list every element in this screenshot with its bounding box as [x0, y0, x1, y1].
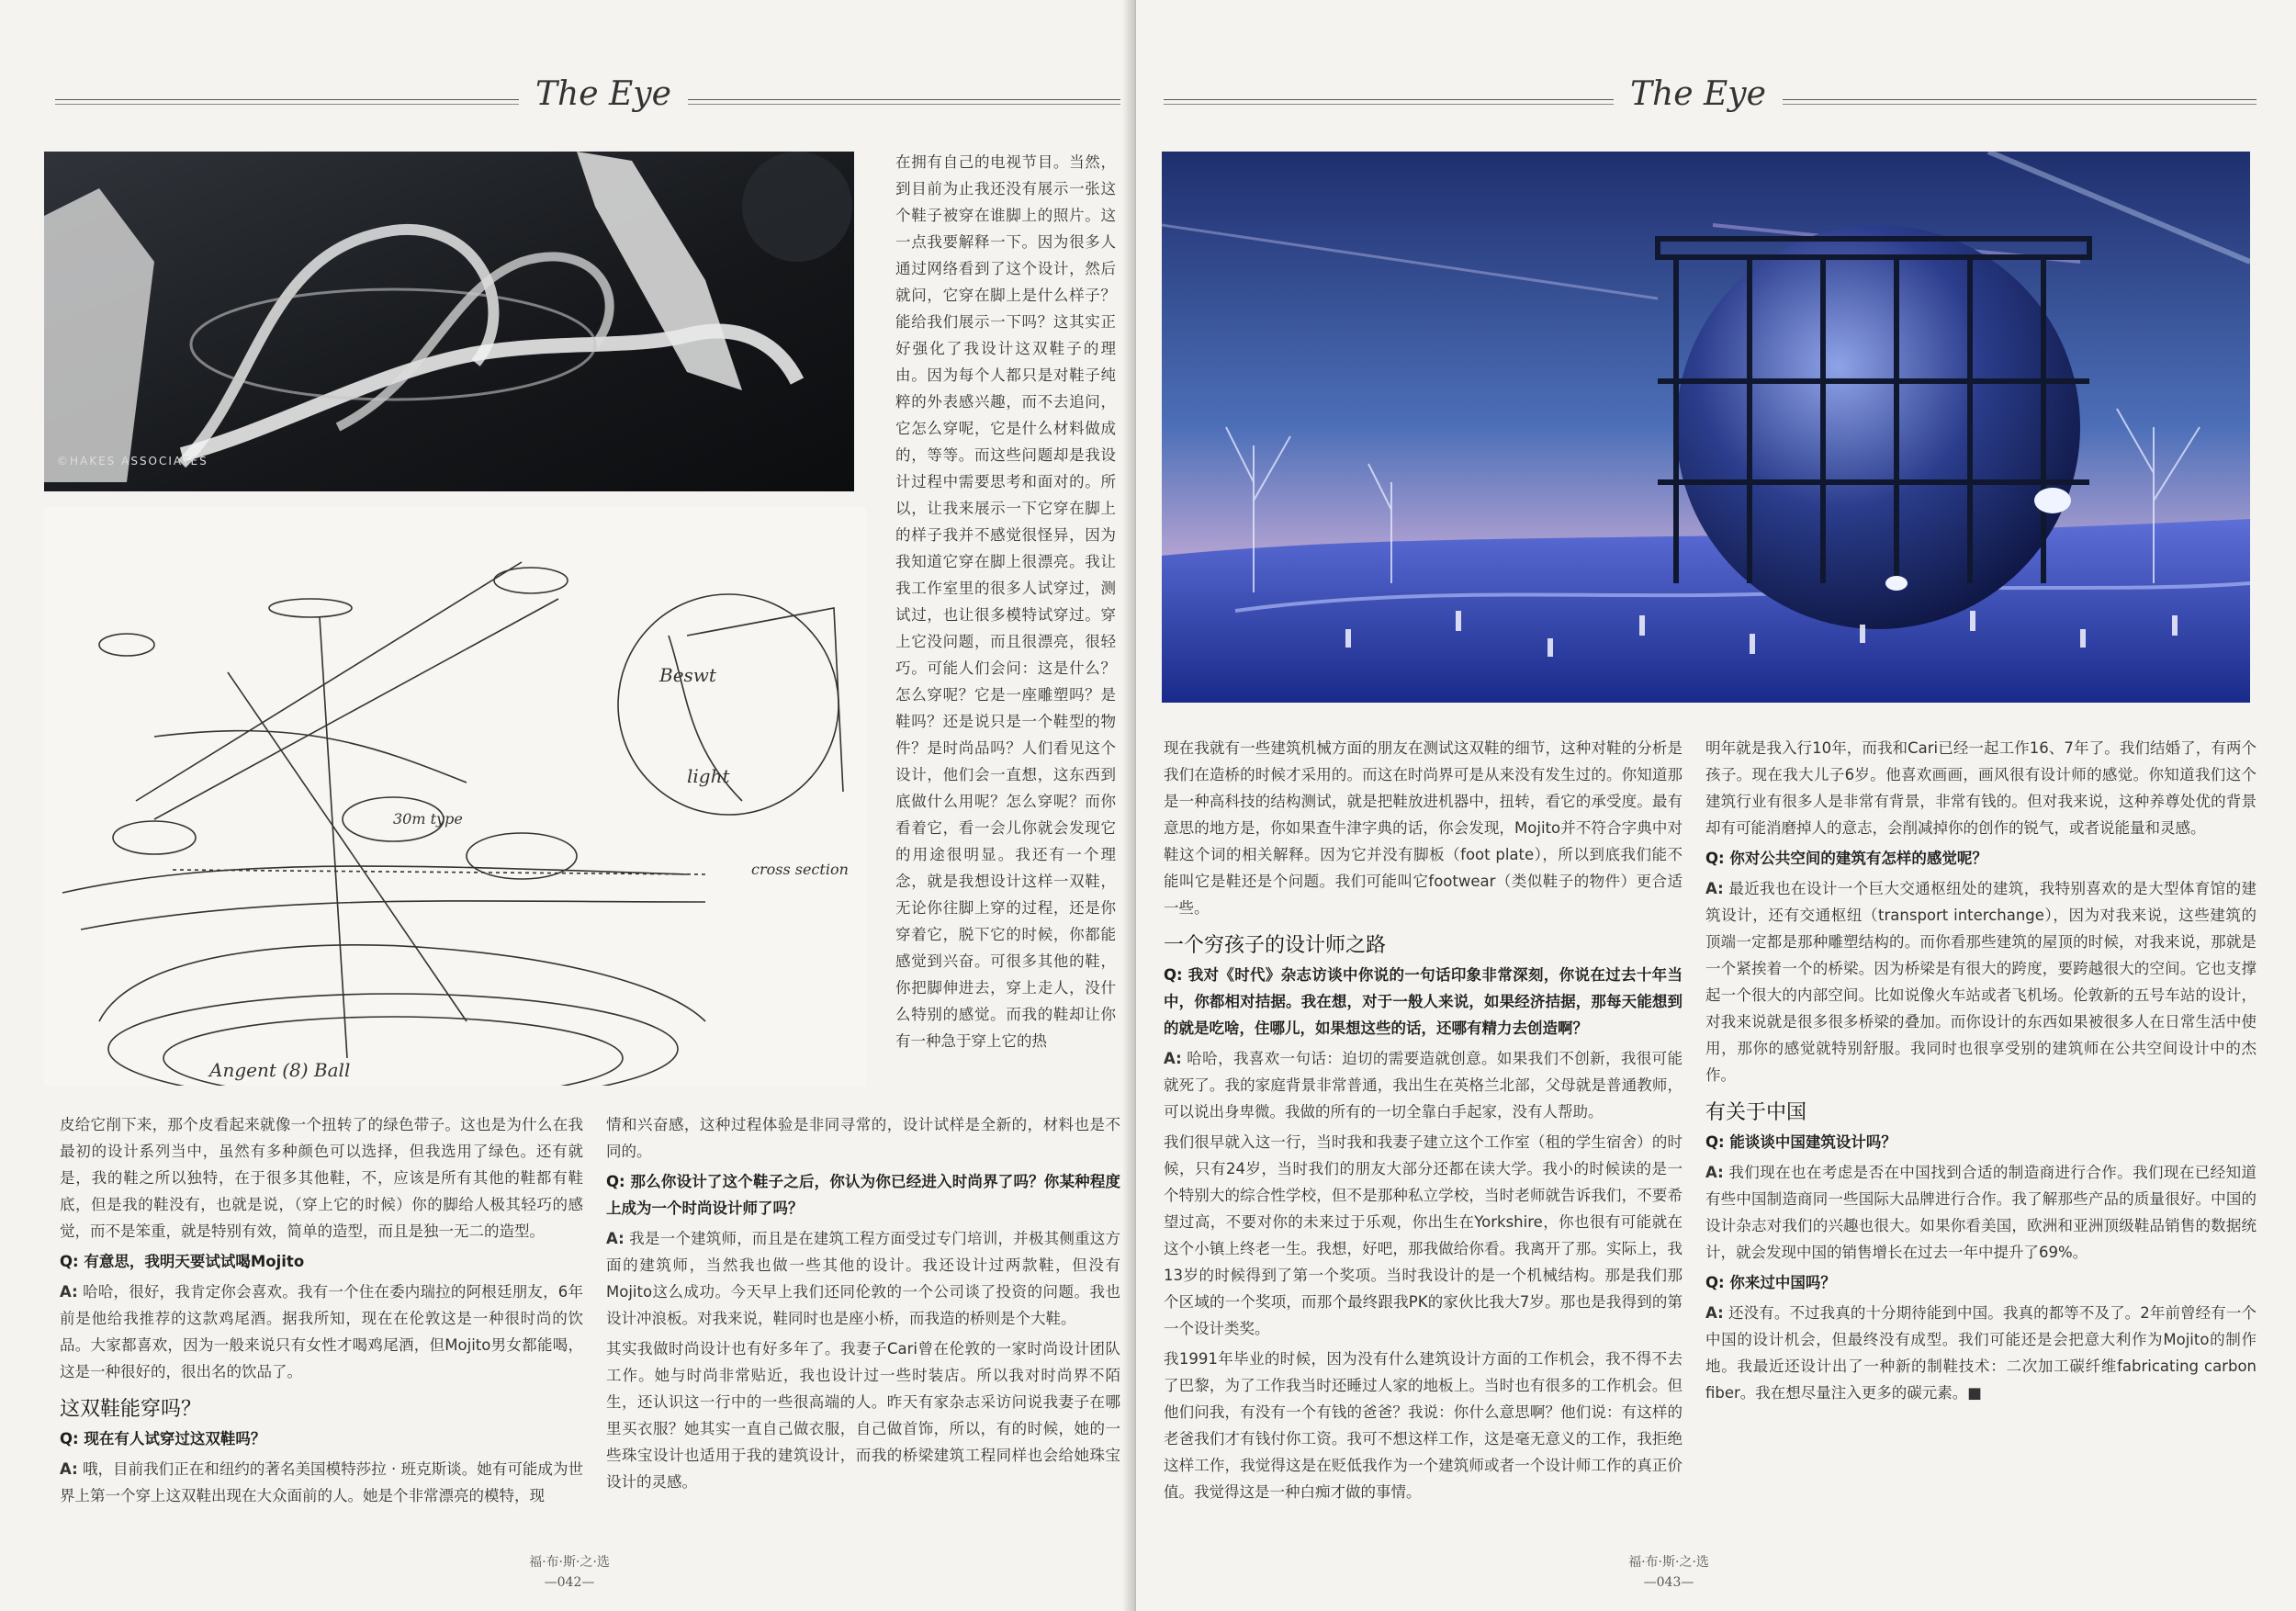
footer-brand: 福·布·斯·之·选: [1628, 1555, 1709, 1570]
bridge-model-photo: [44, 152, 854, 491]
left-page: [0, 0, 1132, 1611]
answer-text: 我是一个建筑师，而且是在建筑工程方面受过专门培训，并极其侧重这方面的建筑师，当然我也做一些其他的设计。我还设计过两款鞋，但没有Mojito这么成功。今天早上我们还同伦敦的一个公司谈了投资的问题。我也设计冲浪板。对我来说，鞋同时也是座小桥，而我造的桥则是个大鞋。: [606, 1230, 1120, 1327]
answer-text: 还没有。不过我真的十分期待能到中国。我真的都等不及了。2年前曾经有一个中国的设计机会，但最终没有成型。我们可能还是会把意大利作为Mojito的制作地。我最近还设计出了一种新的制鞋技术：二次加工碳纤维fabricating carbon fiber。我在想尽量注入更多的碳元素。■: [1705, 1304, 2257, 1402]
paragraph: 现在我就有一些建筑机械方面的朋友在测试这双鞋的细节，这种对鞋的分析是我们在造桥的时候才采用的。而这在时尚界可是从来没有发生过的。你知道那是一种高科技的结构测试，就是把鞋放进机器中，扭转，看它的承受度。最有意思的地方是，你如果查牛津字典的话，你会发现，Mojito并不符合字典中对鞋这个词的相关解释。因为它并没有脚板（foot plate），所以到底我们能不能叫它是鞋还是个问题。我们可能叫它footwear（类似鞋子的物件）更合适一些。: [1164, 739, 1683, 917]
interview-answer: [60, 1279, 583, 1385]
answer-label: A:: [1705, 880, 1724, 897]
answer-text: 哈哈，我喜欢一句话：迫切的需要造就创意。如果我们不创新，我很可能就死了。我的家庭背景非常普通，我出生在英格兰北部，父母就是普通教师，可以说出身卑微。我做的所有的一切全靠白手起家，没有人帮助。: [1164, 1050, 1683, 1121]
interview-answer: [1705, 875, 2257, 1088]
article-text-column: [606, 1111, 1120, 1499]
interview-question: Q: 我对《时代》杂志访谈中你说的一句话印象非常深刻，你说在过去十年当中，你都相对拮据。我在想，对于一般人来说，如果经济拮据，那每天能想到的就是吃啥，住哪儿，如果想这些的话，还哪有精力去创造啊？: [1164, 966, 1683, 1037]
interview-answer: [1705, 1300, 2257, 1406]
interview-question: Q: 你来过中国吗？: [1705, 1274, 1836, 1291]
interview-answer: [606, 1225, 1120, 1332]
svg-text:30m type: 30m type: [393, 810, 463, 828]
interview-answer: [1164, 1045, 1683, 1125]
footer-brand: 福·布·斯·之·选: [529, 1555, 610, 1570]
interview-question: Q: 那么你设计了这个鞋子之后，你认为你已经进入时尚界了吗？你某种程度上成为一个时尚设计师了吗？: [606, 1173, 1120, 1217]
section-heading: 这双鞋能穿吗？: [60, 1398, 202, 1421]
answer-label: A:: [1164, 1050, 1182, 1067]
answer-text: 最近我也在设计一个巨大交通枢纽处的建筑，我特别喜欢的是大型体育馆的建筑设计，还有交通枢纽（transport interchange），因为对我来说，这些建筑的顶端一定都是那种雕塑结构的。而你看那些建筑的屋顶的时候，对我来说，那就是一个紧挨着一个的桥梁。因为桥梁是有很大的跨度，要跨越很大的空间。它也支撑起一个很大的内部空间。比如说像火车站或者飞机场。伦敦新的五号车站的设计，对我来说就是很多很多桥梁的叠加。而你设计的东西如果被很多人在日常生活中使用，那你的感觉就特别舒服。我同时也很享受别的建筑师在公共空间设计中的杰作。: [1705, 880, 2257, 1084]
svg-text:cross section: cross section: [751, 861, 849, 878]
paragraph: 明年就是我入行10年，而我和Cari已经一起工作16、7年了。我们结婚了，有两个孩子。现在我大儿子6岁。他喜欢画画，画风很有设计师的感觉。你知道我们这个建筑行业有很多人是非常有背景，非常有钱的。但对我来说，这种养尊处优的背景却有可能消磨掉人的意志，会削减掉你的创作的锐气，或者说能量和灵感。: [1705, 739, 2257, 837]
answer-label: A:: [1705, 1304, 1724, 1322]
section-heading: 一个穷孩子的设计师之路: [1164, 934, 1387, 957]
answer-label: A:: [1705, 1164, 1724, 1181]
svg-text:Beswt: Beswt: [659, 664, 716, 686]
paragraph: 其实我做时尚设计也有好多年了。我妻子Cari曾在伦敦的一家时尚设计团队工作。她与时尚非常贴近，我也设计过一些时装店。所以我对时尚界不陌生，还认识这一行中的一些很高端的人。昨天有家杂志采访问说我妻子在哪里买衣服？她其实一直自己做衣服，自己做首饰，所以，有的时候，她的一些珠宝设计也适用于我的建筑设计，而我的桥梁建筑工程同样也会给她珠宝设计的灵感。: [606, 1340, 1120, 1491]
gasholder-sphere-photo: [1162, 152, 2250, 703]
right-page: [1136, 0, 2296, 1611]
bridge-sketch: [44, 507, 866, 1086]
paragraph: 皮给它削下来，那个皮看起来就像一个扭转了的绿色带子。这也是为什么在我最初的设计系列当中，虽然有多种颜色可以选择，但我选用了绿色。还有就是，我的鞋之所以独特，在于很多其他鞋，不，应该是所有其他的鞋都有鞋底，但是我的鞋没有，也就是说，（穿上它的时候）你的脚给人极其轻巧的感觉，而不是笨重，就是特别有效，简单的造型，而且是独一无二的造型。: [60, 1116, 583, 1240]
paragraph: 我1991年毕业的时候，因为没有什么建筑设计方面的工作机会，我不得不去了巴黎，为了工作我当时还睡过人家的地板上。当时也有很多的工作机会。但他们问我，有没有一个有钱的爸爸？我说：你什么意思啊？他们说：有这样的老爸我们才有钱付你工资。我可不想这样工作，这是毫无意义的工作，我拒绝这样工作，我觉得这是在贬低我作为一个建筑师或者一个设计师工作的真正价值。我觉得这是一种白痴才做的事情。: [1164, 1350, 1683, 1501]
answer-label: A:: [60, 1460, 78, 1478]
interview-answer: [60, 1456, 583, 1509]
answer-text: 哦，目前我们正在和纽约的著名美国模特莎拉 · 班克斯谈。她有可能成为世界上第一个穿上这双鞋出现在大众面前的人。她是个非常漂亮的模特，现: [60, 1460, 583, 1504]
interview-question: Q: 有意思，我明天要试试喝Mojito: [60, 1253, 305, 1270]
article-text-column: [1705, 735, 2257, 1410]
answer-text: 我们现在也在考虑是否在中国找到合适的制造商进行合作。我们现在已经知道有些中国制造商同一些国际大品牌进行合作。我了解那些产品的质量很好。中国的设计杂志对我们的兴趣也很大。如果你看美国，欧洲和亚洲顶级鞋品销售的数据统计，就会发现中国的销售增长在过去一年中提升了69%。: [1705, 1164, 2257, 1261]
page-footer: [478, 1552, 661, 1593]
paragraph: 我们很早就入这一行，当时我和我妻子建立这个工作室（租的学生宿舍）的时候，只有24岁，当时我们的朋友大部分还都在读大学。我小的时候读的是一个特别大的综合性学校，但不是那种私立学校，当时老师就告诉我们，不要希望过高，不要对你的未来过于乐观，你出生在Yorkshire，你也很有可能就在这个小镇上终老一生。我想，好吧，那我做给你看。我离开了那。实际上，我13岁的时候得到了第一个奖项。当时我设计的是一个机械结构。那是我们那个区域的一个奖项，而那个最终跟我PK的家伙比我大7岁。那也是我得到的第一个设计类奖。: [1164, 1133, 1683, 1337]
page-footer: [1577, 1552, 1761, 1593]
svg-text:Angent (8) Ball: Angent (8) Ball: [209, 1059, 351, 1081]
interview-question: Q: 现在有人试穿过这双鞋吗？: [60, 1430, 266, 1448]
answer-label: A:: [60, 1283, 78, 1301]
header-logo: The Eye: [519, 75, 688, 113]
answer-label: A:: [606, 1230, 625, 1247]
paragraph: 情和兴奋感，这种过程体验是非同寻常的，设计试样是全新的，材料也是不同的。: [606, 1116, 1120, 1160]
section-heading: 有关于中国: [1705, 1101, 1807, 1124]
interview-answer: [1705, 1159, 2257, 1266]
interview-question: Q: 你对公共空间的建筑有怎样的感觉呢？: [1705, 850, 1987, 867]
page-number: —043—: [1643, 1575, 1694, 1590]
article-text-column: 在拥有自己的电视节目。当然，到目前为止我还没有展示一张这个鞋子被穿在谁脚上的照片。这一点我要解释一下。因为很多人通过网络看到了这个设计，然后就问，它穿在脚上是什么样子？能给我们展示一下吗？这其实正好强化了我设计这双鞋子的理由。因为每个人都只是对鞋子纯粹的外表感兴趣，而不去追问，它怎么穿呢，它是什么材料做成的，等等。而这些问题却是我设计过程中需要思考和面对的。所以，让我来展示一下它穿在脚上的样子我并不感觉很怪异，因为我知道它穿在脚上很漂亮。我让我工作室里的很多人试穿过，测试过，也让很多模特试穿过。穿上它没问题，而且很漂亮，很轻巧。可能人们会问：这是什么？怎么穿呢？它是一座雕塑吗？是鞋吗？还是说只是一个鞋型的物件？是时尚品吗？人们看见这个设计，他们会一直想，这东西到底做什么用呢？怎么穿呢？而你看着它，看一会儿你就会发现它的用途很明显。我还有一个理念，就是我想设计这样一双鞋，无论你往脚上穿的过程，还是你穿着它，脱下它的时候，你都能感觉到兴奋。可很多其他的鞋，你把脚伸进去，穿上走人，没什么特别的感觉。而我的鞋却让你有一种急于穿上它的热: [895, 153, 1116, 1050]
interview-question: Q: 能谈谈中国建筑设计吗？: [1705, 1133, 1896, 1151]
photo-credit: ©HAKES ASSOCIATES: [57, 455, 208, 468]
answer-text: 哈哈，很好，我肯定你会喜欢。我有一个住在委内瑞拉的阿根廷朋友，6年前是他给我推荐的这款鸡尾酒。据我所知，现在在伦敦这是一种很时尚的饮品。大家都喜欢，因为一般来说只有女性才喝鸡尾酒，但Mojito男女都能喝，这是一种很好的，很出名的饮品了。: [60, 1283, 583, 1380]
svg-text:light: light: [687, 765, 730, 787]
article-text-column: [60, 1111, 583, 1513]
article-text-column: [1164, 735, 1683, 1509]
page-number: —042—: [544, 1575, 595, 1590]
header-logo: The Eye: [1614, 75, 1783, 113]
